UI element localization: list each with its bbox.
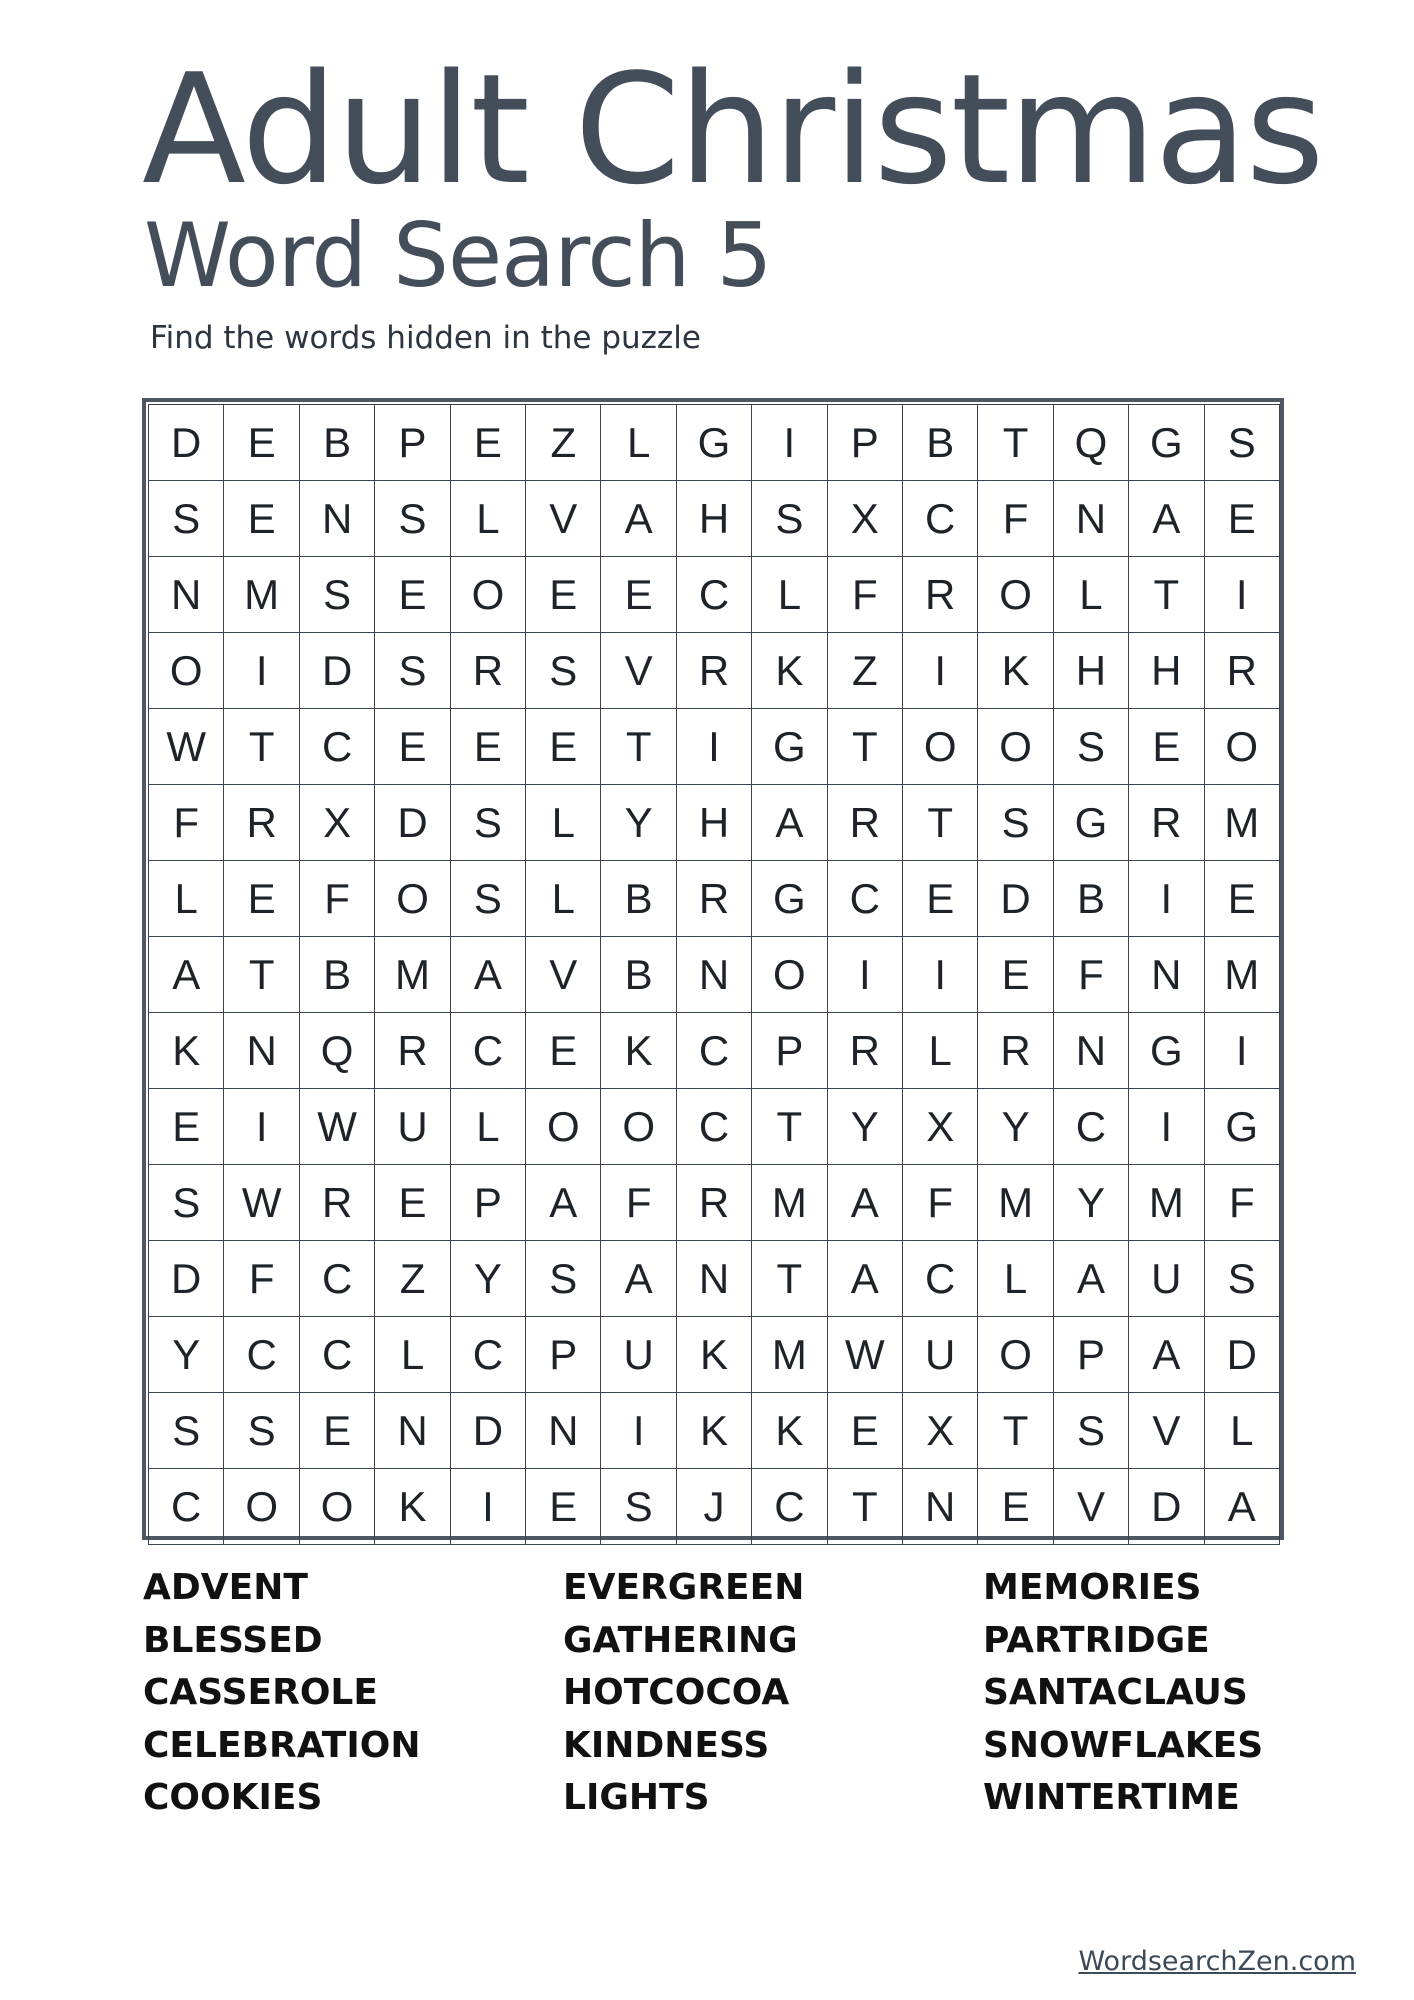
grid-cell[interactable]: E: [450, 405, 525, 481]
grid-cell[interactable]: A: [526, 1165, 601, 1241]
grid-row: [149, 633, 1280, 709]
grid-cell[interactable]: R: [676, 861, 751, 937]
grid-cell[interactable]: D: [978, 861, 1053, 937]
grid-cell[interactable]: E: [526, 1013, 601, 1089]
grid-cell[interactable]: O: [149, 633, 224, 709]
word-item: BLESSED: [143, 1619, 323, 1661]
grid-cell[interactable]: I: [903, 937, 978, 1013]
grid-cell[interactable]: T: [601, 709, 676, 785]
word-item: ADVENT: [143, 1567, 308, 1608]
word-item: GATHERING: [563, 1619, 798, 1661]
grid-cell[interactable]: X: [299, 785, 374, 861]
grid-cell[interactable]: A: [752, 785, 827, 861]
grid-cell[interactable]: V: [526, 937, 601, 1013]
grid-cell[interactable]: R: [903, 557, 978, 633]
grid-cell[interactable]: L: [752, 557, 827, 633]
grid-cell[interactable]: P: [752, 1013, 827, 1089]
grid-cell[interactable]: F: [903, 1165, 978, 1241]
grid-cell[interactable]: L: [978, 1241, 1053, 1317]
grid-cell[interactable]: F: [149, 785, 224, 861]
grid-cell[interactable]: T: [903, 785, 978, 861]
grid-cell[interactable]: A: [1129, 1317, 1204, 1393]
grid-cell[interactable]: C: [450, 1317, 525, 1393]
grid-cell[interactable]: L: [1204, 1393, 1279, 1469]
grid-row: [149, 1013, 1280, 1089]
grid-row: [149, 1241, 1280, 1317]
grid-cell[interactable]: I: [1204, 557, 1279, 633]
grid-cell[interactable]: R: [1204, 633, 1279, 709]
grid-cell[interactable]: E: [827, 1393, 902, 1469]
grid-cell[interactable]: E: [224, 861, 299, 937]
grid-cell[interactable]: L: [526, 785, 601, 861]
grid-cell[interactable]: K: [978, 633, 1053, 709]
grid-cell[interactable]: E: [526, 709, 601, 785]
grid-cell[interactable]: I: [224, 633, 299, 709]
grid-cell[interactable]: E: [601, 557, 676, 633]
grid-cell[interactable]: S: [224, 1393, 299, 1469]
grid-cell[interactable]: C: [450, 1013, 525, 1089]
grid-cell[interactable]: I: [903, 633, 978, 709]
grid-cell[interactable]: A: [149, 937, 224, 1013]
grid-cell[interactable]: N: [224, 1013, 299, 1089]
grid-cell[interactable]: Y: [827, 1089, 902, 1165]
grid-cell[interactable]: U: [375, 1089, 450, 1165]
grid-cell[interactable]: K: [752, 1393, 827, 1469]
grid-cell[interactable]: N: [1053, 1013, 1128, 1089]
grid-cell[interactable]: E: [375, 1165, 450, 1241]
grid-cell[interactable]: C: [1053, 1089, 1128, 1165]
grid-cell[interactable]: I: [676, 709, 751, 785]
grid-cell[interactable]: V: [526, 481, 601, 557]
grid-cell[interactable]: A: [450, 937, 525, 1013]
grid-cell[interactable]: K: [676, 1317, 751, 1393]
grid-cell[interactable]: S: [375, 481, 450, 557]
grid-cell[interactable]: K: [601, 1013, 676, 1089]
grid-cell[interactable]: A: [601, 1241, 676, 1317]
grid-cell[interactable]: N: [676, 1241, 751, 1317]
word-item: MEMORIES: [983, 1567, 1202, 1608]
grid-cell[interactable]: Y: [601, 785, 676, 861]
grid-cell[interactable]: G: [1053, 785, 1128, 861]
grid-cell[interactable]: B: [1053, 861, 1128, 937]
grid-cell[interactable]: I: [1204, 1013, 1279, 1089]
grid-cell[interactable]: Z: [375, 1241, 450, 1317]
grid-cell[interactable]: R: [299, 1165, 374, 1241]
grid-cell[interactable]: T: [978, 405, 1053, 481]
grid-cell[interactable]: L: [375, 1317, 450, 1393]
grid-cell[interactable]: D: [375, 785, 450, 861]
grid-cell[interactable]: K: [375, 1469, 450, 1545]
grid-cell[interactable]: E: [526, 557, 601, 633]
grid-cell[interactable]: R: [1129, 785, 1204, 861]
grid-cell[interactable]: M: [978, 1165, 1053, 1241]
word-item: PARTRIDGE: [983, 1619, 1210, 1661]
grid-cell[interactable]: L: [1053, 557, 1128, 633]
grid-cell[interactable]: M: [1204, 785, 1279, 861]
grid-cell[interactable]: M: [752, 1165, 827, 1241]
grid-row: [149, 709, 1280, 785]
grid-cell[interactable]: A: [827, 1165, 902, 1241]
grid-cell[interactable]: L: [601, 405, 676, 481]
grid-cell[interactable]: I: [827, 937, 902, 1013]
grid-cell[interactable]: T: [827, 1469, 902, 1545]
grid-cell[interactable]: E: [1204, 481, 1279, 557]
page-title: Adult Christmas: [142, 41, 1323, 218]
grid-cell[interactable]: B: [299, 405, 374, 481]
grid-cell[interactable]: M: [1204, 937, 1279, 1013]
puzzle-grid: [142, 398, 1284, 1540]
grid-cell[interactable]: T: [752, 1241, 827, 1317]
word-list-column-2: [563, 1562, 804, 1825]
grid-cell[interactable]: S: [450, 861, 525, 937]
grid-cell[interactable]: H: [676, 785, 751, 861]
grid-cell[interactable]: O: [978, 709, 1053, 785]
grid-cell[interactable]: L: [526, 861, 601, 937]
grid-cell[interactable]: S: [149, 1165, 224, 1241]
grid-cell[interactable]: R: [676, 1165, 751, 1241]
grid-cell[interactable]: S: [601, 1469, 676, 1545]
grid-cell[interactable]: T: [827, 709, 902, 785]
grid-cell[interactable]: Q: [1053, 405, 1128, 481]
grid-cell[interactable]: B: [601, 861, 676, 937]
grid-cell[interactable]: E: [1204, 861, 1279, 937]
grid-cell[interactable]: E: [978, 1469, 1053, 1545]
grid-cell[interactable]: E: [1129, 709, 1204, 785]
grid-cell[interactable]: L: [149, 861, 224, 937]
grid-cell[interactable]: I: [224, 1089, 299, 1165]
grid-cell[interactable]: E: [375, 557, 450, 633]
grid-row: [149, 861, 1280, 937]
grid-cell[interactable]: T: [1129, 557, 1204, 633]
grid-cell[interactable]: C: [149, 1469, 224, 1545]
grid-cell[interactable]: P: [526, 1317, 601, 1393]
grid-cell[interactable]: W: [299, 1089, 374, 1165]
grid-cell[interactable]: C: [676, 1013, 751, 1089]
grid-cell[interactable]: C: [299, 1317, 374, 1393]
grid-cell[interactable]: M: [1129, 1165, 1204, 1241]
grid-cell[interactable]: B: [299, 937, 374, 1013]
grid-cell[interactable]: P: [375, 405, 450, 481]
grid-cell[interactable]: E: [224, 405, 299, 481]
grid-cell[interactable]: U: [601, 1317, 676, 1393]
grid-cell[interactable]: S: [299, 557, 374, 633]
grid-cell[interactable]: G: [1129, 1013, 1204, 1089]
grid-cell[interactable]: O: [526, 1089, 601, 1165]
grid-cell[interactable]: A: [1129, 481, 1204, 557]
grid-cell[interactable]: Z: [827, 633, 902, 709]
word-item: WINTERTIME: [983, 1777, 1240, 1818]
grid-cell[interactable]: F: [1053, 937, 1128, 1013]
grid-cell[interactable]: M: [375, 937, 450, 1013]
grid-cell[interactable]: D: [450, 1393, 525, 1469]
grid-cell[interactable]: A: [1053, 1241, 1128, 1317]
grid-cell[interactable]: O: [299, 1469, 374, 1545]
grid-cell[interactable]: F: [978, 481, 1053, 557]
site-link[interactable]: WordsearchZen.com: [1078, 1946, 1356, 1977]
grid-cell[interactable]: E: [224, 481, 299, 557]
grid-cell[interactable]: A: [1204, 1469, 1279, 1545]
grid-cell[interactable]: B: [601, 937, 676, 1013]
grid-cell[interactable]: M: [224, 557, 299, 633]
grid-cell[interactable]: S: [526, 633, 601, 709]
grid-cell[interactable]: D: [149, 405, 224, 481]
grid-cell[interactable]: N: [526, 1393, 601, 1469]
grid-cell[interactable]: Q: [299, 1013, 374, 1089]
grid-cell[interactable]: T: [978, 1393, 1053, 1469]
grid-cell[interactable]: P: [827, 405, 902, 481]
grid-cell[interactable]: G: [676, 405, 751, 481]
grid-cell[interactable]: S: [149, 1393, 224, 1469]
grid-cell[interactable]: D: [149, 1241, 224, 1317]
grid-row: [149, 937, 1280, 1013]
grid-cell[interactable]: F: [224, 1241, 299, 1317]
grid-cell[interactable]: N: [1053, 481, 1128, 557]
grid-cell[interactable]: F: [601, 1165, 676, 1241]
letter-grid: [148, 404, 1280, 1545]
grid-cell[interactable]: S: [1053, 1393, 1128, 1469]
grid-cell[interactable]: N: [149, 557, 224, 633]
page-subtitle: Word Search 5: [144, 204, 772, 307]
grid-cell[interactable]: I: [450, 1469, 525, 1545]
grid-cell[interactable]: G: [752, 709, 827, 785]
grid-cell[interactable]: Y: [978, 1089, 1053, 1165]
grid-cell[interactable]: L: [450, 1089, 525, 1165]
grid-cell[interactable]: C: [827, 861, 902, 937]
grid-cell[interactable]: E: [299, 1393, 374, 1469]
grid-cell[interactable]: R: [224, 785, 299, 861]
grid-cell[interactable]: C: [903, 481, 978, 557]
word-item: SNOWFLAKES: [983, 1724, 1264, 1766]
grid-cell[interactable]: N: [375, 1393, 450, 1469]
grid-cell[interactable]: R: [375, 1013, 450, 1089]
grid-cell[interactable]: R: [450, 633, 525, 709]
grid-cell[interactable]: E: [375, 709, 450, 785]
grid-cell[interactable]: Y: [450, 1241, 525, 1317]
word-list-column-1: [143, 1562, 420, 1825]
grid-cell[interactable]: D: [1204, 1317, 1279, 1393]
grid-cell[interactable]: I: [1129, 1089, 1204, 1165]
grid-cell[interactable]: Z: [526, 405, 601, 481]
grid-cell[interactable]: F: [299, 861, 374, 937]
grid-cell[interactable]: C: [299, 709, 374, 785]
grid-cell[interactable]: Y: [149, 1317, 224, 1393]
grid-cell[interactable]: C: [299, 1241, 374, 1317]
grid-cell[interactable]: I: [1129, 861, 1204, 937]
grid-cell[interactable]: S: [1053, 709, 1128, 785]
grid-cell[interactable]: O: [978, 557, 1053, 633]
grid-cell[interactable]: H: [1053, 633, 1128, 709]
grid-cell[interactable]: V: [601, 633, 676, 709]
grid-cell[interactable]: D: [1129, 1469, 1204, 1545]
grid-cell[interactable]: C: [752, 1469, 827, 1545]
grid-cell[interactable]: I: [601, 1393, 676, 1469]
grid-cell[interactable]: I: [752, 405, 827, 481]
grid-cell[interactable]: X: [903, 1393, 978, 1469]
grid-cell[interactable]: N: [903, 1469, 978, 1545]
grid-cell[interactable]: T: [752, 1089, 827, 1165]
grid-cell[interactable]: T: [224, 937, 299, 1013]
grid-cell[interactable]: O: [601, 1089, 676, 1165]
grid-cell[interactable]: V: [1129, 1393, 1204, 1469]
grid-cell[interactable]: S: [752, 481, 827, 557]
grid-cell[interactable]: G: [1204, 1089, 1279, 1165]
grid-cell[interactable]: W: [224, 1165, 299, 1241]
grid-cell[interactable]: A: [827, 1241, 902, 1317]
grid-cell[interactable]: S: [149, 481, 224, 557]
grid-cell[interactable]: F: [827, 557, 902, 633]
grid-cell[interactable]: H: [676, 481, 751, 557]
grid-cell[interactable]: C: [903, 1241, 978, 1317]
grid-cell[interactable]: O: [450, 557, 525, 633]
grid-cell[interactable]: O: [752, 937, 827, 1013]
grid-cell[interactable]: K: [676, 1393, 751, 1469]
grid-cell[interactable]: C: [676, 557, 751, 633]
grid-cell[interactable]: P: [450, 1165, 525, 1241]
grid-cell[interactable]: C: [224, 1317, 299, 1393]
grid-cell[interactable]: N: [299, 481, 374, 557]
grid-cell[interactable]: B: [903, 405, 978, 481]
grid-cell[interactable]: N: [676, 937, 751, 1013]
grid-cell[interactable]: S: [1204, 1241, 1279, 1317]
grid-cell[interactable]: O: [224, 1469, 299, 1545]
grid-cell[interactable]: S: [526, 1241, 601, 1317]
grid-cell[interactable]: S: [978, 785, 1053, 861]
grid-cell[interactable]: E: [149, 1089, 224, 1165]
grid-cell[interactable]: X: [827, 481, 902, 557]
word-item: KINDNESS: [563, 1724, 770, 1766]
grid-cell[interactable]: U: [903, 1317, 978, 1393]
grid-cell[interactable]: J: [676, 1469, 751, 1545]
grid-cell[interactable]: O: [903, 709, 978, 785]
grid-row: [149, 1089, 1280, 1165]
word-item: HOTCOCOA: [563, 1672, 790, 1713]
grid-cell[interactable]: R: [827, 785, 902, 861]
grid-cell[interactable]: K: [149, 1013, 224, 1089]
grid-cell[interactable]: F: [1204, 1165, 1279, 1241]
grid-row: [149, 1165, 1280, 1241]
grid-cell[interactable]: E: [526, 1469, 601, 1545]
grid-cell[interactable]: E: [978, 937, 1053, 1013]
grid-cell[interactable]: E: [450, 709, 525, 785]
grid-cell[interactable]: T: [224, 709, 299, 785]
word-list-column-3: [983, 1562, 1263, 1825]
grid-cell[interactable]: D: [299, 633, 374, 709]
grid-cell[interactable]: S: [450, 785, 525, 861]
grid-cell[interactable]: S: [1204, 405, 1279, 481]
grid-cell[interactable]: L: [450, 481, 525, 557]
grid-row: [149, 1393, 1280, 1469]
grid-row: [149, 785, 1280, 861]
grid-cell[interactable]: N: [1129, 937, 1204, 1013]
grid-cell[interactable]: R: [978, 1013, 1053, 1089]
grid-cell[interactable]: P: [1053, 1317, 1128, 1393]
grid-cell[interactable]: V: [1053, 1469, 1128, 1545]
grid-cell[interactable]: Y: [1053, 1165, 1128, 1241]
grid-row: [149, 481, 1280, 557]
grid-cell[interactable]: U: [1129, 1241, 1204, 1317]
grid-row: [149, 557, 1280, 633]
grid-cell[interactable]: G: [752, 861, 827, 937]
grid-cell[interactable]: O: [375, 861, 450, 937]
word-item: LIGHTS: [563, 1777, 710, 1818]
word-item: CASSEROLE: [143, 1672, 378, 1713]
grid-cell[interactable]: E: [903, 861, 978, 937]
grid-cell[interactable]: G: [1129, 405, 1204, 481]
grid-cell[interactable]: K: [752, 633, 827, 709]
word-item: EVERGREEN: [563, 1567, 805, 1608]
grid-cell[interactable]: S: [375, 633, 450, 709]
word-item: COOKIES: [143, 1777, 323, 1818]
grid-cell[interactable]: W: [827, 1317, 902, 1393]
grid-cell[interactable]: M: [752, 1317, 827, 1393]
grid-row: [149, 405, 1280, 481]
grid-row: [149, 1469, 1280, 1545]
grid-cell[interactable]: X: [903, 1089, 978, 1165]
grid-cell[interactable]: W: [149, 709, 224, 785]
grid-cell[interactable]: R: [827, 1013, 902, 1089]
grid-row: [149, 1317, 1280, 1393]
word-item: SANTACLAUS: [983, 1672, 1248, 1713]
instructions: Find the words hidden in the puzzle: [150, 320, 701, 356]
grid-cell[interactable]: H: [1129, 633, 1204, 709]
grid-cell[interactable]: O: [978, 1317, 1053, 1393]
grid-cell[interactable]: R: [676, 633, 751, 709]
grid-cell[interactable]: L: [903, 1013, 978, 1089]
grid-cell[interactable]: C: [676, 1089, 751, 1165]
grid-cell[interactable]: A: [601, 481, 676, 557]
grid-cell[interactable]: O: [1204, 709, 1279, 785]
word-item: CELEBRATION: [143, 1724, 421, 1766]
